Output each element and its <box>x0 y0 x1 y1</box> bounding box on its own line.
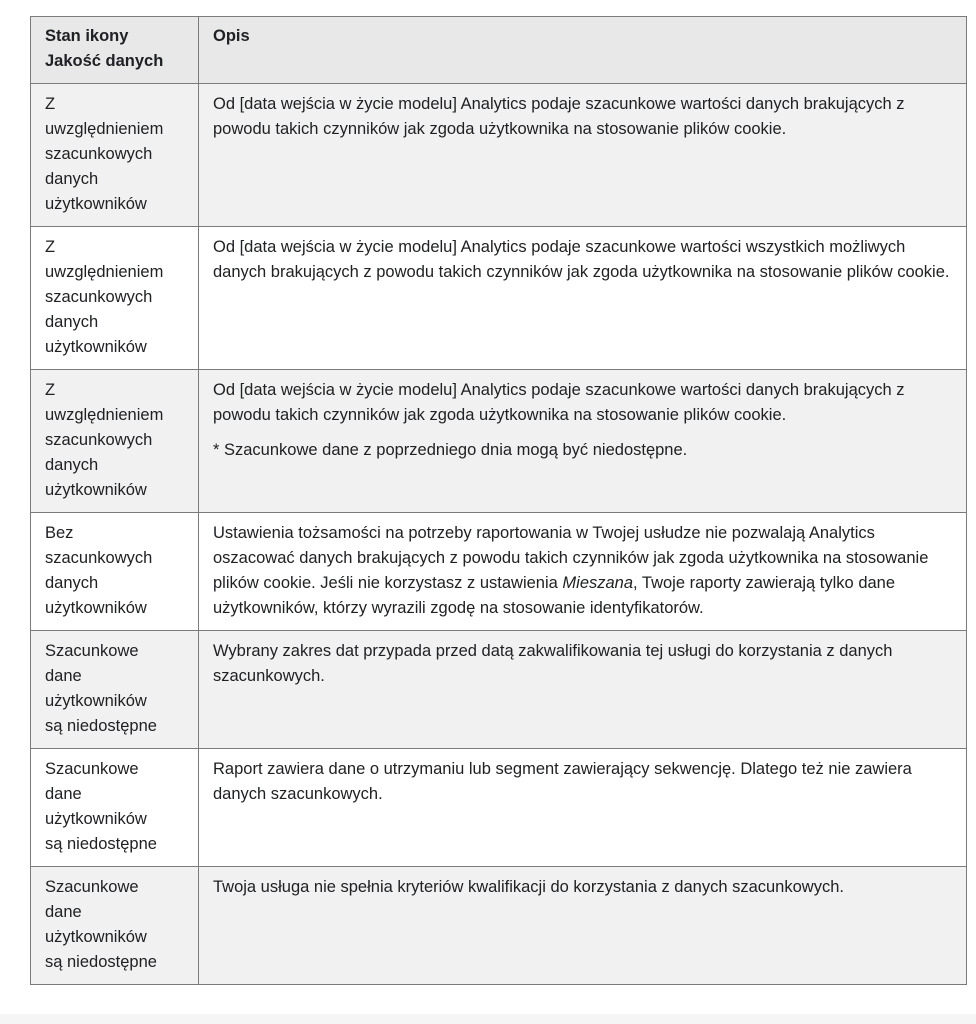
state-line: uwzględnieniem <box>45 120 164 138</box>
state-line: Z <box>45 381 56 399</box>
description-cell <box>199 749 967 867</box>
state-line: dane <box>45 667 82 685</box>
table-row <box>31 513 967 631</box>
icon-state-cell <box>31 513 199 631</box>
state-line: dane <box>45 903 82 921</box>
icon-state-cell <box>31 867 199 985</box>
description-cell <box>199 867 967 985</box>
icon-state-cell <box>31 749 199 867</box>
state-line: użytkowników <box>45 338 147 356</box>
page-bottom-strip <box>0 1014 976 1024</box>
description-cell <box>199 513 967 631</box>
icon-state-cell <box>31 84 199 227</box>
icon-state-cell <box>31 631 199 749</box>
state-line: Z <box>45 238 56 256</box>
table-row <box>31 749 967 867</box>
state-line: szacunkowych <box>45 288 153 306</box>
state-line: uwzględnieniem <box>45 263 164 281</box>
header-description: Opis <box>199 17 967 84</box>
table-row <box>31 370 967 513</box>
data-quality-table <box>30 16 967 985</box>
state-line: Szacunkowe <box>45 878 139 896</box>
description-note: * Szacunkowe dane z poprzedniego dnia mogą być niedostępne. <box>213 441 688 459</box>
state-line: użytkowników <box>45 481 147 499</box>
table-row <box>31 84 967 227</box>
state-line: są niedostępne <box>45 717 157 735</box>
description-text-part: , Twoje raporty zawierają tylko dane użytkowników, którzy wyrazili zgodę na stosowanie identyfikatorów. <box>213 574 896 617</box>
state-line: Szacunkowe <box>45 760 139 778</box>
description-text: Od [data wejścia w życie modelu] Analytics podaje szacunkowe wartości danych brakujących z powodu takich czynników jak zgoda użytkownika na stosowanie plików cookie. <box>213 381 905 424</box>
state-line: użytkowników <box>45 692 147 710</box>
state-line: uwzględnieniem <box>45 406 164 424</box>
description-text: Raport zawiera dane o utrzymaniu lub segment zawierający sekwencję. Dlatego też nie zawiera danych szacunkowych. <box>213 760 912 803</box>
state-line: użytkowników <box>45 928 147 946</box>
description-text: Twoja usługa nie spełnia kryteriów kwalifikacji do korzystania z danych szacunkowych. <box>213 878 844 896</box>
state-line: danych <box>45 574 99 592</box>
state-line: użytkowników <box>45 195 147 213</box>
table-row <box>31 867 967 985</box>
description-text: Od [data wejścia w życie modelu] Analytics podaje szacunkowe wartości danych brakujących z powodu takich czynników jak zgoda użytkownika na stosowanie plików cookie. <box>213 95 905 138</box>
state-line: są niedostępne <box>45 835 157 853</box>
description-cell <box>199 84 967 227</box>
description-text: Wybrany zakres dat przypada przed datą zakwalifikowania tej usługi do korzystania z danych szacunkowych. <box>213 642 893 685</box>
description-cell <box>199 227 967 370</box>
description-cell <box>199 631 967 749</box>
description-cell <box>199 370 967 513</box>
state-line: danych <box>45 170 99 188</box>
table-row <box>31 631 967 749</box>
state-line: użytkowników <box>45 810 147 828</box>
header-icon-state-line2: Jakość danych <box>45 52 164 70</box>
table-row <box>31 227 967 370</box>
description-text: Od [data wejścia w życie modelu] Analytics podaje szacunkowe wartości wszystkich możliwych danych brakujących z powodu takich czynników jak zgoda użytkownika na stosowanie plików cookie. <box>213 238 950 281</box>
state-line: danych <box>45 313 99 331</box>
state-line: danych <box>45 456 99 474</box>
state-line: szacunkowych <box>45 145 153 163</box>
table-header-row <box>31 17 967 84</box>
description-text <box>213 521 952 621</box>
state-line: dane <box>45 785 82 803</box>
state-line: szacunkowych <box>45 549 153 567</box>
state-line: są niedostępne <box>45 953 157 971</box>
state-line: szacunkowych <box>45 431 153 449</box>
state-line: Z <box>45 95 56 113</box>
header-icon-state-line1: Stan ikony <box>45 27 129 45</box>
setting-name-mieszana: Mieszana <box>562 574 634 592</box>
description-text-part: Ustawienia tożsamości na potrzeby raportowania w Twojej usłudze nie pozwalają Analytics oszacować danych brakujących z powodu takich czynników jak zgoda użytkownika na stosowanie plików cookie. Jeśli nie korzystasz z ustawienia <box>213 524 929 592</box>
state-line: Szacunkowe <box>45 642 139 660</box>
header-icon-state <box>31 17 199 84</box>
icon-state-cell <box>31 227 199 370</box>
state-line: Bez <box>45 524 74 542</box>
state-line: użytkowników <box>45 599 147 617</box>
icon-state-cell <box>31 370 199 513</box>
